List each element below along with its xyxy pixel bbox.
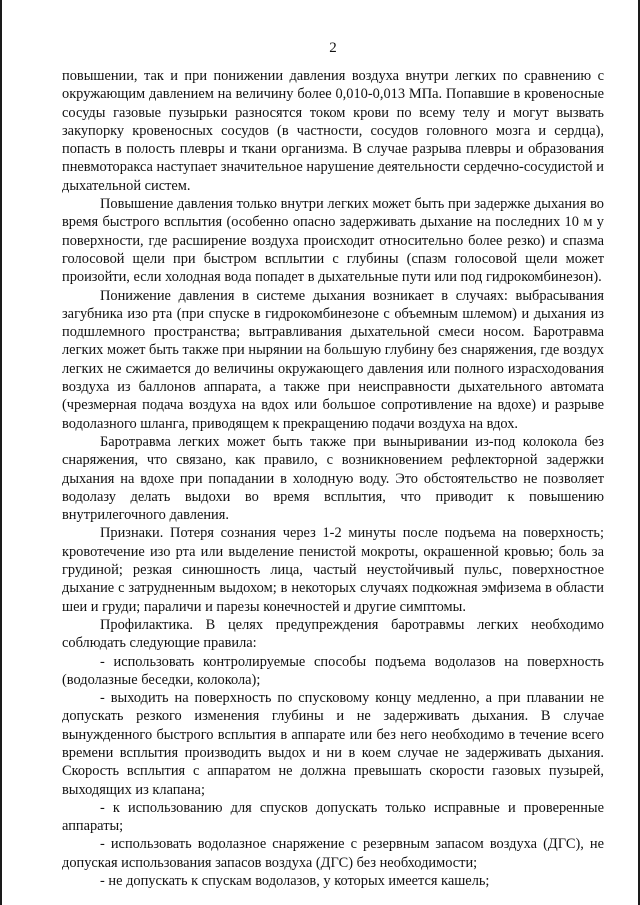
list-item: - использовать водолазное снаряжение с резервным запасом воздуха (ДГС), не допуская использования запасов воздуха (ДГС) без необходимости; bbox=[62, 836, 604, 871]
paragraph-surfacing-from-bell: Баротравма легких может быть также при выныривании из-под колокола без снаряжения, что связано, как правило, с возникновением рефлекторной задержки дыхания на вдохе при попадании в холодную воду. Это обстоятельство не позволяет водолазу делать выдохи во время всплытия, что приводит к повышению внутрилегочного давления. bbox=[62, 433, 604, 524]
paragraph-pressure-increase: Повышение давления только внутри легких может быть при задержке дыхания во время быстрого всплытия (особенно опасно задерживать дыхание на последних 10 м у поверхности, где расширение воздуха происходит относительно более резко) и спазма голосовой щели при быстром всплытии с глубины (спазм голосовой щели может произойти, если холодная вода попадет в дыхательные пути или под гидрокомбинезон). bbox=[62, 196, 604, 286]
list-item: - выходить на поверхность по спусковому концу медленно, а при плавании не допускать резкого изменения глубины и не задерживать дыхания. В случае вынужденного быстрого всплытия в аппарате или без него необходимо в течение всего времени всплытия производить выдох и ни в коем случае не задерживать дыхания. Скорость всплытия с аппаратом не должна превышать скорости газовых пузырей, выходящих из клапана; bbox=[62, 690, 604, 798]
paragraph-symptoms: Признаки. Потеря сознания через 1-2 минуты после подъема на поверхность; кровотечение изо рта или выделение пенистой мокроты, окрашенной кровью; боль за грудиной; резкая синюшность лица, частый неустойчивый пульс, поверхностное дыхание с затрудненным выдохом; в некоторых случаях подкожная эмфизема в области шеи и груди; параличи и парезы конечностей и другие симптомы. bbox=[62, 525, 604, 615]
list-item: - не допускать к спускам водолазов, у которых имеется кашель; bbox=[100, 873, 490, 890]
paragraph-prevention: Профилактика. В целях предупреждения баротравмы легких необходимо соблюдать следующие правила: bbox=[62, 616, 604, 652]
scan-edge-left bbox=[0, 0, 2, 905]
paragraph-pressure-decrease: Понижение давления в системе дыхания возникает в случаях: выбрасывания загубника изо рта (при спуске в гидрокомбинезоне с объемным шлемом) и дыхания из подшлемного пространства; вытравливания дыхательной смеси носом. Баротравма легких может быть также при нырянии на большую глубину без снаряжения, где воздух легких не сжимается до величины окружающего давления или полного израсходования воздуха из баллонов аппарата, а также при неисправности дыхательного автомата (чрезмерная подача воздуха на вдох или большое сопротивление на вдохе) и разрыве водолазного шланга, приводящем к прекращению подачи воздуха на вдох. bbox=[62, 287, 604, 432]
page-number: 2 bbox=[329, 40, 337, 56]
list-item: - использовать контролируемые способы подъема водолазов на поверхность (водолазные беседки, колокола); bbox=[62, 653, 604, 688]
paragraph-continuation: повышении, так и при понижении давления воздуха внутри легких по сравнению с окружающим давлением на величину более 0,010-0,013 МПа. Попавшие в кровеносные сосуды газовые пузырьки разносятся током крови по всему телу и могут вызвать закупорку кровеносных сосудов (в частности, сосудов головного мозга и сердца), попасть в полость плевры и ткани организма. В случае разрыва плевры и образования пневмоторакса наступает значительное нарушение деятельности сердечно-сосудистой и дыхательной систем. bbox=[62, 68, 604, 194]
list-item: - к использованию для спусков допускать только исправные и проверенные аппараты; bbox=[62, 799, 604, 835]
